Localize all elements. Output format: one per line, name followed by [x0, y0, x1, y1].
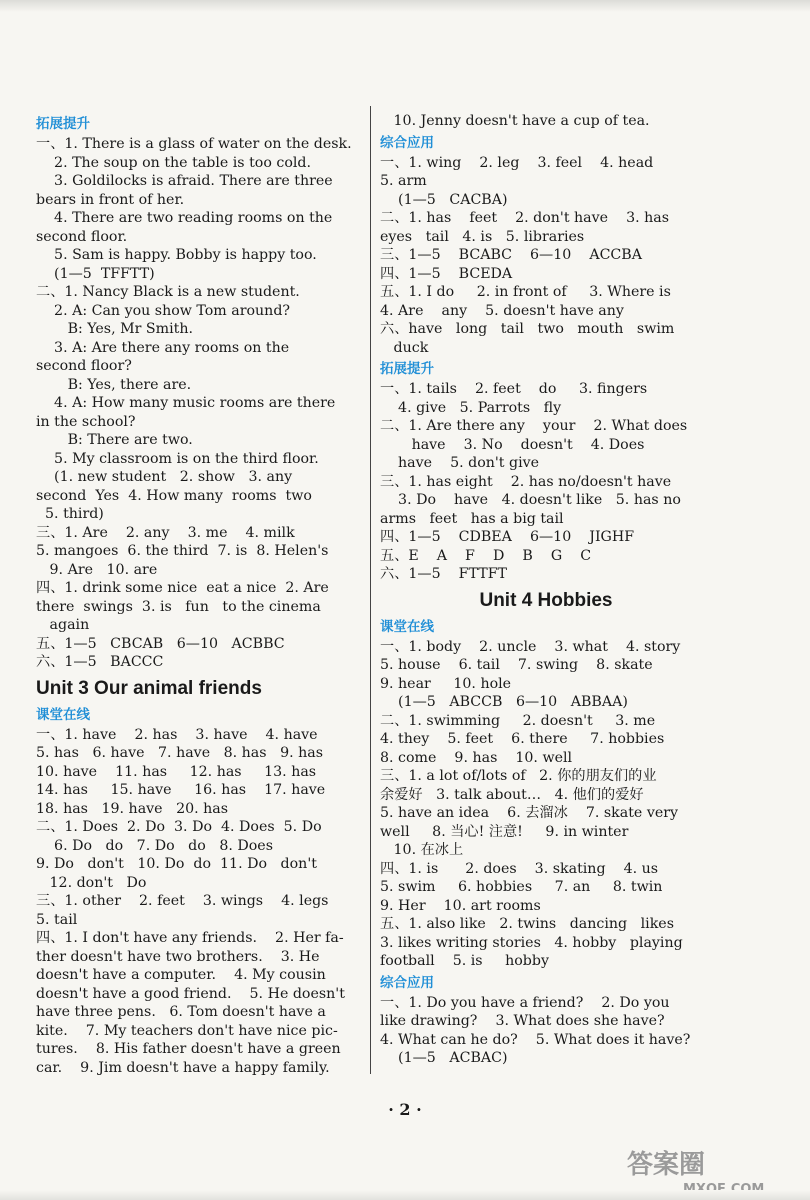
- left-answer-line: 六、1—5 BACCC: [36, 654, 164, 670]
- left-answer-line: 9. Are 10. are: [36, 561, 158, 578]
- column-divider: [370, 106, 371, 1074]
- left-answer-line: 三、1. other 2. feet 3. wings 4. legs: [36, 893, 329, 909]
- right-answer-line: 3. likes writing stories 4. hobby playing: [380, 934, 683, 951]
- left-answer-line: 五、1—5 CBCAB 6—10 ACBBC: [36, 635, 285, 652]
- left-answer-line: 10. have 11. has 12. has 13. has: [36, 763, 317, 780]
- right-answer-line: 四、1—5 CDBEA 6—10 JIGHF: [380, 529, 635, 545]
- right-answer-line: have 5. don't give: [380, 455, 540, 471]
- left-answer-line: 5. tail: [36, 911, 78, 928]
- left-answer-line: 2. The soup on the table is too cold.: [36, 154, 312, 171]
- right-answer-line: 10. 在冰上: [380, 842, 464, 858]
- right-answer-line: 一、1. Do you have a friend? 2. Do you: [380, 994, 670, 1011]
- unit-title: Unit 4 Hobbies: [479, 589, 613, 611]
- right-answer-line: well 8. 当心! 注意! 9. in winter: [380, 823, 629, 840]
- left-answer-line: 6. Do do 7. Do do 8. Does: [36, 837, 273, 854]
- left-answer-line: again: [36, 617, 90, 633]
- left-answer-line: 四、1. I don't have any friends. 2. Her fa-: [36, 930, 344, 946]
- right-answer-line: 四、1. is 2. does 3. skating 4. us: [380, 860, 659, 877]
- right-answer-line: 4. they 5. feet 6. there 7. hobbies: [380, 731, 665, 747]
- right-answer-line: 4. give 5. Parrots fly: [380, 399, 562, 416]
- left-answer-line: 一、1. There is a glass of water on the desk.: [36, 136, 352, 152]
- section-heading: 拓展提升: [36, 116, 90, 132]
- left-answer-line: (1. new student 2. show 3. any: [36, 469, 293, 485]
- right-answer-line: like drawing? 3. What does she have?: [380, 1013, 665, 1029]
- section-heading: 拓展提升: [380, 361, 434, 377]
- right-answer-line: 余爱好 3. talk about… 4. 他们的爱好: [380, 786, 644, 803]
- right-answer-line: 五、E A F D B G C: [380, 547, 592, 564]
- left-answer-line: 5. third): [36, 506, 104, 522]
- section-heading: 综合应用: [380, 134, 434, 151]
- left-answer-line: 三、1. Are 2. any 3. me 4. milk: [36, 524, 295, 541]
- left-answer-line: 5. Sam is happy. Bobby is happy too.: [36, 247, 317, 263]
- right-answer-line: 二、1. has feet 2. don't have 3. has: [380, 210, 670, 226]
- left-answer-line: 9. Do don't 10. Do do 11. Do don't: [36, 856, 317, 872]
- left-answer-line: 4. There are two reading rooms on the: [36, 210, 333, 226]
- right-answer-line: 5. swim 6. hobbies 7. an 8. twin: [380, 879, 663, 895]
- left-answer-line: second Yes 4. How many rooms two: [36, 487, 312, 504]
- right-answer-line: 一、1. wing 2. leg 3. feel 4. head: [380, 154, 654, 171]
- left-answer-line: tures. 8. His father doesn't have a green: [36, 1041, 341, 1057]
- left-answer-line: 4. A: How many music rooms are there: [36, 395, 336, 411]
- scan-top-edge: [0, 0, 810, 12]
- right-answer-line: 三、1—5 BCABC 6—10 ACCBA: [380, 247, 642, 263]
- right-answer-line: (1—5 CACBA): [380, 191, 508, 208]
- left-answer-line: 3. Goldilocks is afraid. There are three: [36, 173, 333, 189]
- left-answer-line: car. 9. Jim doesn't have a happy family.: [36, 1059, 330, 1076]
- left-answer-line: second floor.: [36, 228, 128, 245]
- right-answer-line: 三、1. a lot of/lots of 2. 你的朋友们的业: [380, 768, 657, 784]
- right-answer-line: 9. hear 10. hole: [380, 675, 512, 692]
- left-answer-line: in the school?: [36, 413, 136, 430]
- right-answer-line: 六、have long tail two mouth swim: [380, 321, 675, 337]
- right-answer-line: 二、1. swimming 2. doesn't 3. me: [380, 712, 656, 729]
- right-answer-line: 五、1. also like 2. twins dancing likes: [380, 916, 674, 932]
- left-answer-line: (1—5 TFFTT): [36, 265, 155, 282]
- watermark-main: 答案圈: [627, 1150, 706, 1180]
- right-answer-line: 一、1. tails 2. feet do 3. fingers: [380, 381, 648, 397]
- right-answer-line: 5. have an idea 6. 去溜冰 7. skate very: [380, 805, 679, 821]
- left-answer-line: 四、1. drink some nice eat a nice 2. Are: [36, 580, 329, 596]
- right-column: [380, 112, 712, 1068]
- left-answer-line: have three pens. 6. Tom doesn't have a: [36, 1004, 326, 1020]
- right-answer-line: eyes tail 4. is 5. libraries: [380, 228, 585, 245]
- left-answer-line: 二、1. Nancy Black is a new student.: [36, 284, 300, 300]
- section-heading: 综合应用: [380, 974, 434, 991]
- right-answer-line: 四、1—5 BCEDA: [380, 265, 513, 282]
- section-heading: 课堂在线: [36, 706, 90, 723]
- right-answer-line: 10. Jenny doesn't have a cup of tea.: [380, 113, 650, 129]
- right-answer-line: 三、1. has eight 2. has no/doesn't have: [380, 473, 672, 490]
- left-answer-line: 一、1. have 2. has 3. have 4. have: [36, 726, 318, 743]
- section-heading: 课堂在线: [380, 618, 434, 635]
- left-answer-line: doesn't have a computer. 4. My cousin: [36, 967, 326, 983]
- right-answer-line: 五、1. I do 2. in front of 3. Where is: [380, 284, 671, 300]
- left-answer-line: 12. don't Do: [36, 874, 147, 891]
- right-answer-line: 二、1. Are there any your 2. What does: [380, 418, 688, 434]
- right-answer-line: 六、1—5 FTTFT: [380, 566, 507, 582]
- right-answer-line: 5. arm: [380, 173, 427, 189]
- right-answer-line: arms feet has a big tail: [380, 510, 564, 527]
- left-answer-line: B: Yes, there are.: [36, 376, 192, 393]
- right-answer-line: (1—5 ACBAC): [380, 1050, 508, 1066]
- left-answer-line: there swings 3. is fun to the cinema: [36, 598, 321, 615]
- right-answer-line: 4. Are any 5. doesn't have any: [380, 302, 624, 319]
- right-answer-line: 一、1. body 2. uncle 3. what 4. story: [380, 638, 681, 655]
- left-answer-line: doesn't have a good friend. 5. He doesn't: [36, 985, 345, 1002]
- unit-title: Unit 3 Our animal friends: [36, 677, 262, 699]
- left-answer-line: B: There are two.: [36, 432, 193, 448]
- left-answer-line: 5. mangoes 6. the third 7. is 8. Helen's: [36, 543, 329, 559]
- right-answer-line: duck: [380, 339, 429, 356]
- left-answer-line: 5. My classroom is on the third floor.: [36, 450, 319, 467]
- left-answer-line: second floor?: [36, 358, 132, 374]
- right-answer-line: 4. What can he do? 5. What does it have?: [380, 1031, 691, 1048]
- right-answer-line: football 5. is hobby: [380, 953, 549, 969]
- left-answer-line: ther doesn't have two brothers. 3. He: [36, 948, 320, 965]
- left-answer-line: 5. has 6. have 7. have 8. has 9. has: [36, 745, 323, 761]
- right-answer-line: have 3. No doesn't 4. Does: [380, 436, 645, 453]
- left-answer-line: 二、1. Does 2. Do 3. Do 4. Does 5. Do: [36, 819, 322, 835]
- page-number: · 2 ·: [388, 1100, 422, 1119]
- left-answer-line: 3. A: Are there any rooms on the: [36, 339, 290, 356]
- left-answer-line: bears in front of her.: [36, 191, 185, 208]
- left-answer-line: 2. A: Can you show Tom around?: [36, 302, 291, 319]
- right-answer-line: 9. Her 10. art rooms: [380, 897, 541, 914]
- left-answer-line: B: Yes, Mr Smith.: [36, 321, 193, 337]
- left-answer-line: kite. 7. My teachers don't have nice pic-: [36, 1022, 338, 1039]
- left-column: [36, 112, 366, 1077]
- scan-bottom-edge: [0, 1190, 810, 1200]
- right-answer-line: (1—5 ABCCB 6—10 ABBAA): [380, 694, 628, 710]
- right-answer-line: 3. Do have 4. doesn't like 5. has no: [380, 492, 681, 508]
- left-answer-line: 14. has 15. have 16. has 17. have: [36, 782, 326, 798]
- left-answer-line: 18. has 19. have 20. has: [36, 800, 229, 817]
- right-answer-line: 5. house 6. tail 7. swing 8. skate: [380, 657, 653, 673]
- right-answer-line: 8. come 9. has 10. well: [380, 749, 573, 766]
